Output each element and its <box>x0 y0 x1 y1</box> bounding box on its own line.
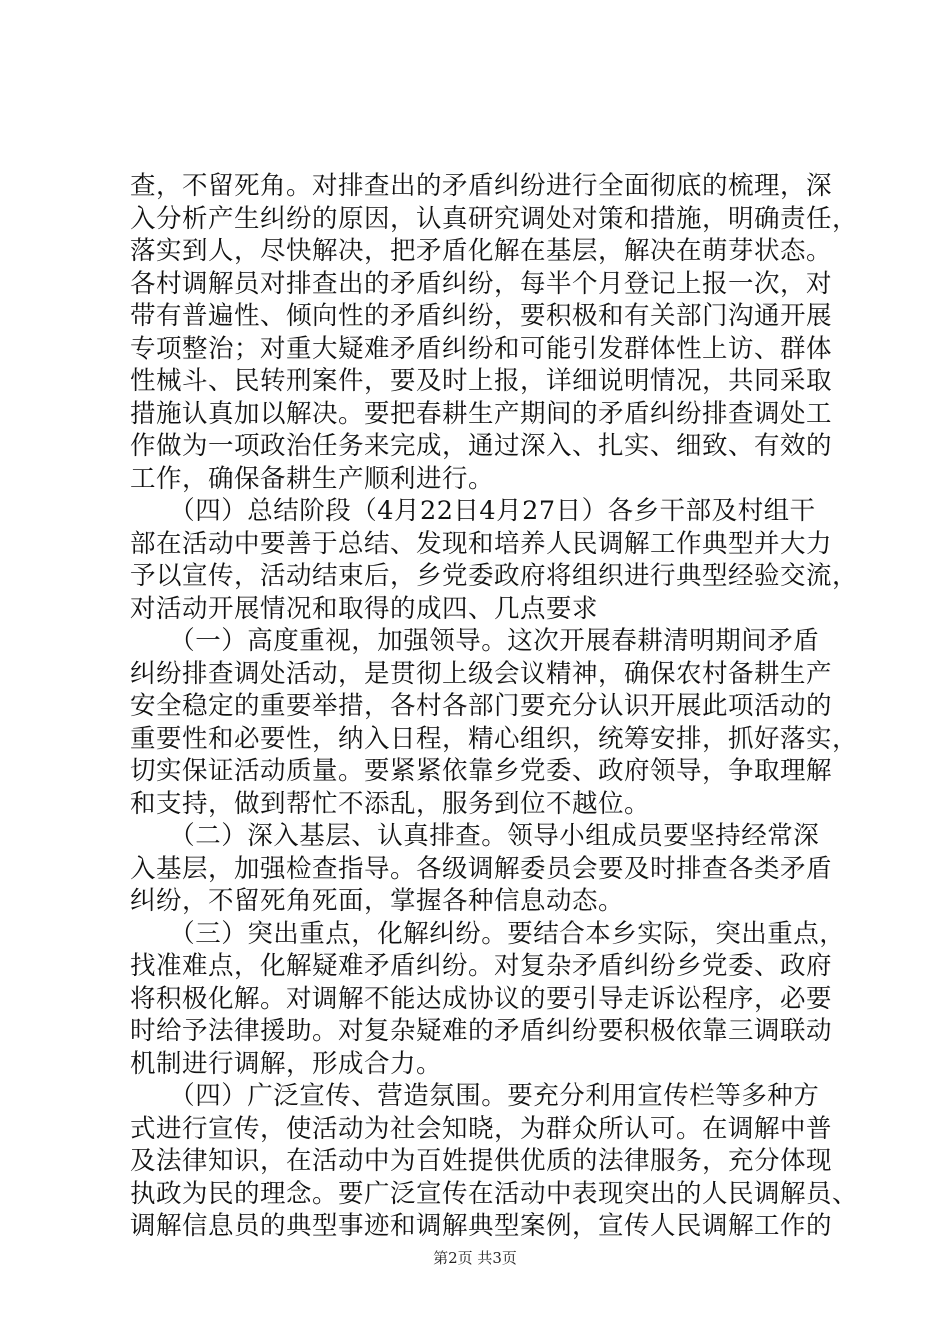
text-line: 专项整治；对重大疑难矛盾纠纷和可能引发群体性上访、群体 <box>130 333 833 364</box>
text-line: 安全稳定的重要举措，各村各部门要充分认识开展此项活动的 <box>130 691 833 721</box>
text-line: 工作，确保备耕生产顺利进行。 <box>130 463 495 494</box>
text-line: 纠纷排查调处活动，是贯彻上级会议精神，确保农村备耕生产 <box>130 658 833 689</box>
text-line: （三）突出重点，化解纠纷。要结合本乡实际，突出重点， <box>130 918 846 949</box>
text-line: 切实保证活动质量。要紧紧依靠乡党委、政府领导，争取理解 <box>130 756 833 786</box>
text-line: 调解信息员的典型事迹和调解典型案例，宣传人民调解工作的 <box>130 1211 833 1241</box>
text-line: 性械斗、民转刑案件，要及时上报，详细说明情况，共同采取 <box>130 366 833 396</box>
text-line: 将积极化解。对调解不能达成协议的要引导走诉讼程序，必要 <box>130 983 833 1014</box>
text-line: （四）总结阶段（4月22日4月27日）各乡干部及村组干 <box>130 496 816 526</box>
text-line: （四）广泛宣传、营造氛围。要充分利用宣传栏等多种方 <box>130 1081 820 1111</box>
text-line: 入分析产生纠纷的原因，认真研究调处对策和措施，明确责任， <box>130 203 859 234</box>
text-line: （一）高度重视，加强领导。这次开展春耕清明期间矛盾 <box>130 626 820 656</box>
text-line: 带有普遍性、倾向性的矛盾纠纷，要积极和有关部门沟通开展 <box>130 301 833 331</box>
text-line: 各村调解员对排查出的矛盾纠纷，每半个月登记上报一次，对 <box>130 268 833 299</box>
text-line: 及法律知识，在活动中为百姓提供优质的法律服务，充分体现 <box>130 1146 833 1176</box>
body-text <box>130 170 859 1243</box>
text-line: 执政为民的理念。要广泛宣传在活动中表现突出的人民调解员、 <box>130 1178 859 1209</box>
text-line: 落实到人，尽快解决，把矛盾化解在基层，解决在萌芽状态。 <box>130 236 833 266</box>
text-line: 予以宣传，活动结束后，乡党委政府将组织进行典型经验交流， <box>130 561 859 591</box>
text-line: 对活动开展情况和取得的成四、几点要求 <box>130 593 599 624</box>
text-line: （二）深入基层、认真排查。领导小组成员要坚持经常深 <box>130 821 820 851</box>
text-line: 入基层，加强检查指导。各级调解委员会要及时排查各类矛盾 <box>130 853 833 884</box>
text-line: 部在活动中要善于总结、发现和培养人民调解工作典型并大力 <box>130 528 833 559</box>
text-line: 作做为一项政治任务来完成，通过深入、扎实、细致、有效的 <box>130 431 833 461</box>
text-line: 查，不留死角。对排查出的矛盾纠纷进行全面彻底的梳理，深 <box>130 171 833 201</box>
text-line: 机制进行调解，形成合力。 <box>130 1048 443 1079</box>
text-line: 措施认真加以解决。要把春耕生产期间的矛盾纠纷排查调处工 <box>130 398 833 429</box>
text-line: 时给予法律援助。对复杂疑难的矛盾纠纷要积极依靠三调联动 <box>130 1016 833 1046</box>
text-line: 式进行宣传，使活动为社会知晓，为群众所认可。在调解中普 <box>130 1113 833 1144</box>
text-line: 纠纷，不留死角死面，掌握各种信息动态。 <box>130 886 625 916</box>
text-line: 和支持，做到帮忙不添乱，服务到位不越位。 <box>130 788 651 819</box>
text-line: 重要性和必要性，纳入日程，精心组织，统筹安排，抓好落实， <box>130 723 859 754</box>
text-line: 找准难点，化解疑难矛盾纠纷。对复杂矛盾纠纷乡党委、政府 <box>130 951 833 981</box>
page-number-footer: 第2页 共3页 <box>433 1249 517 1267</box>
